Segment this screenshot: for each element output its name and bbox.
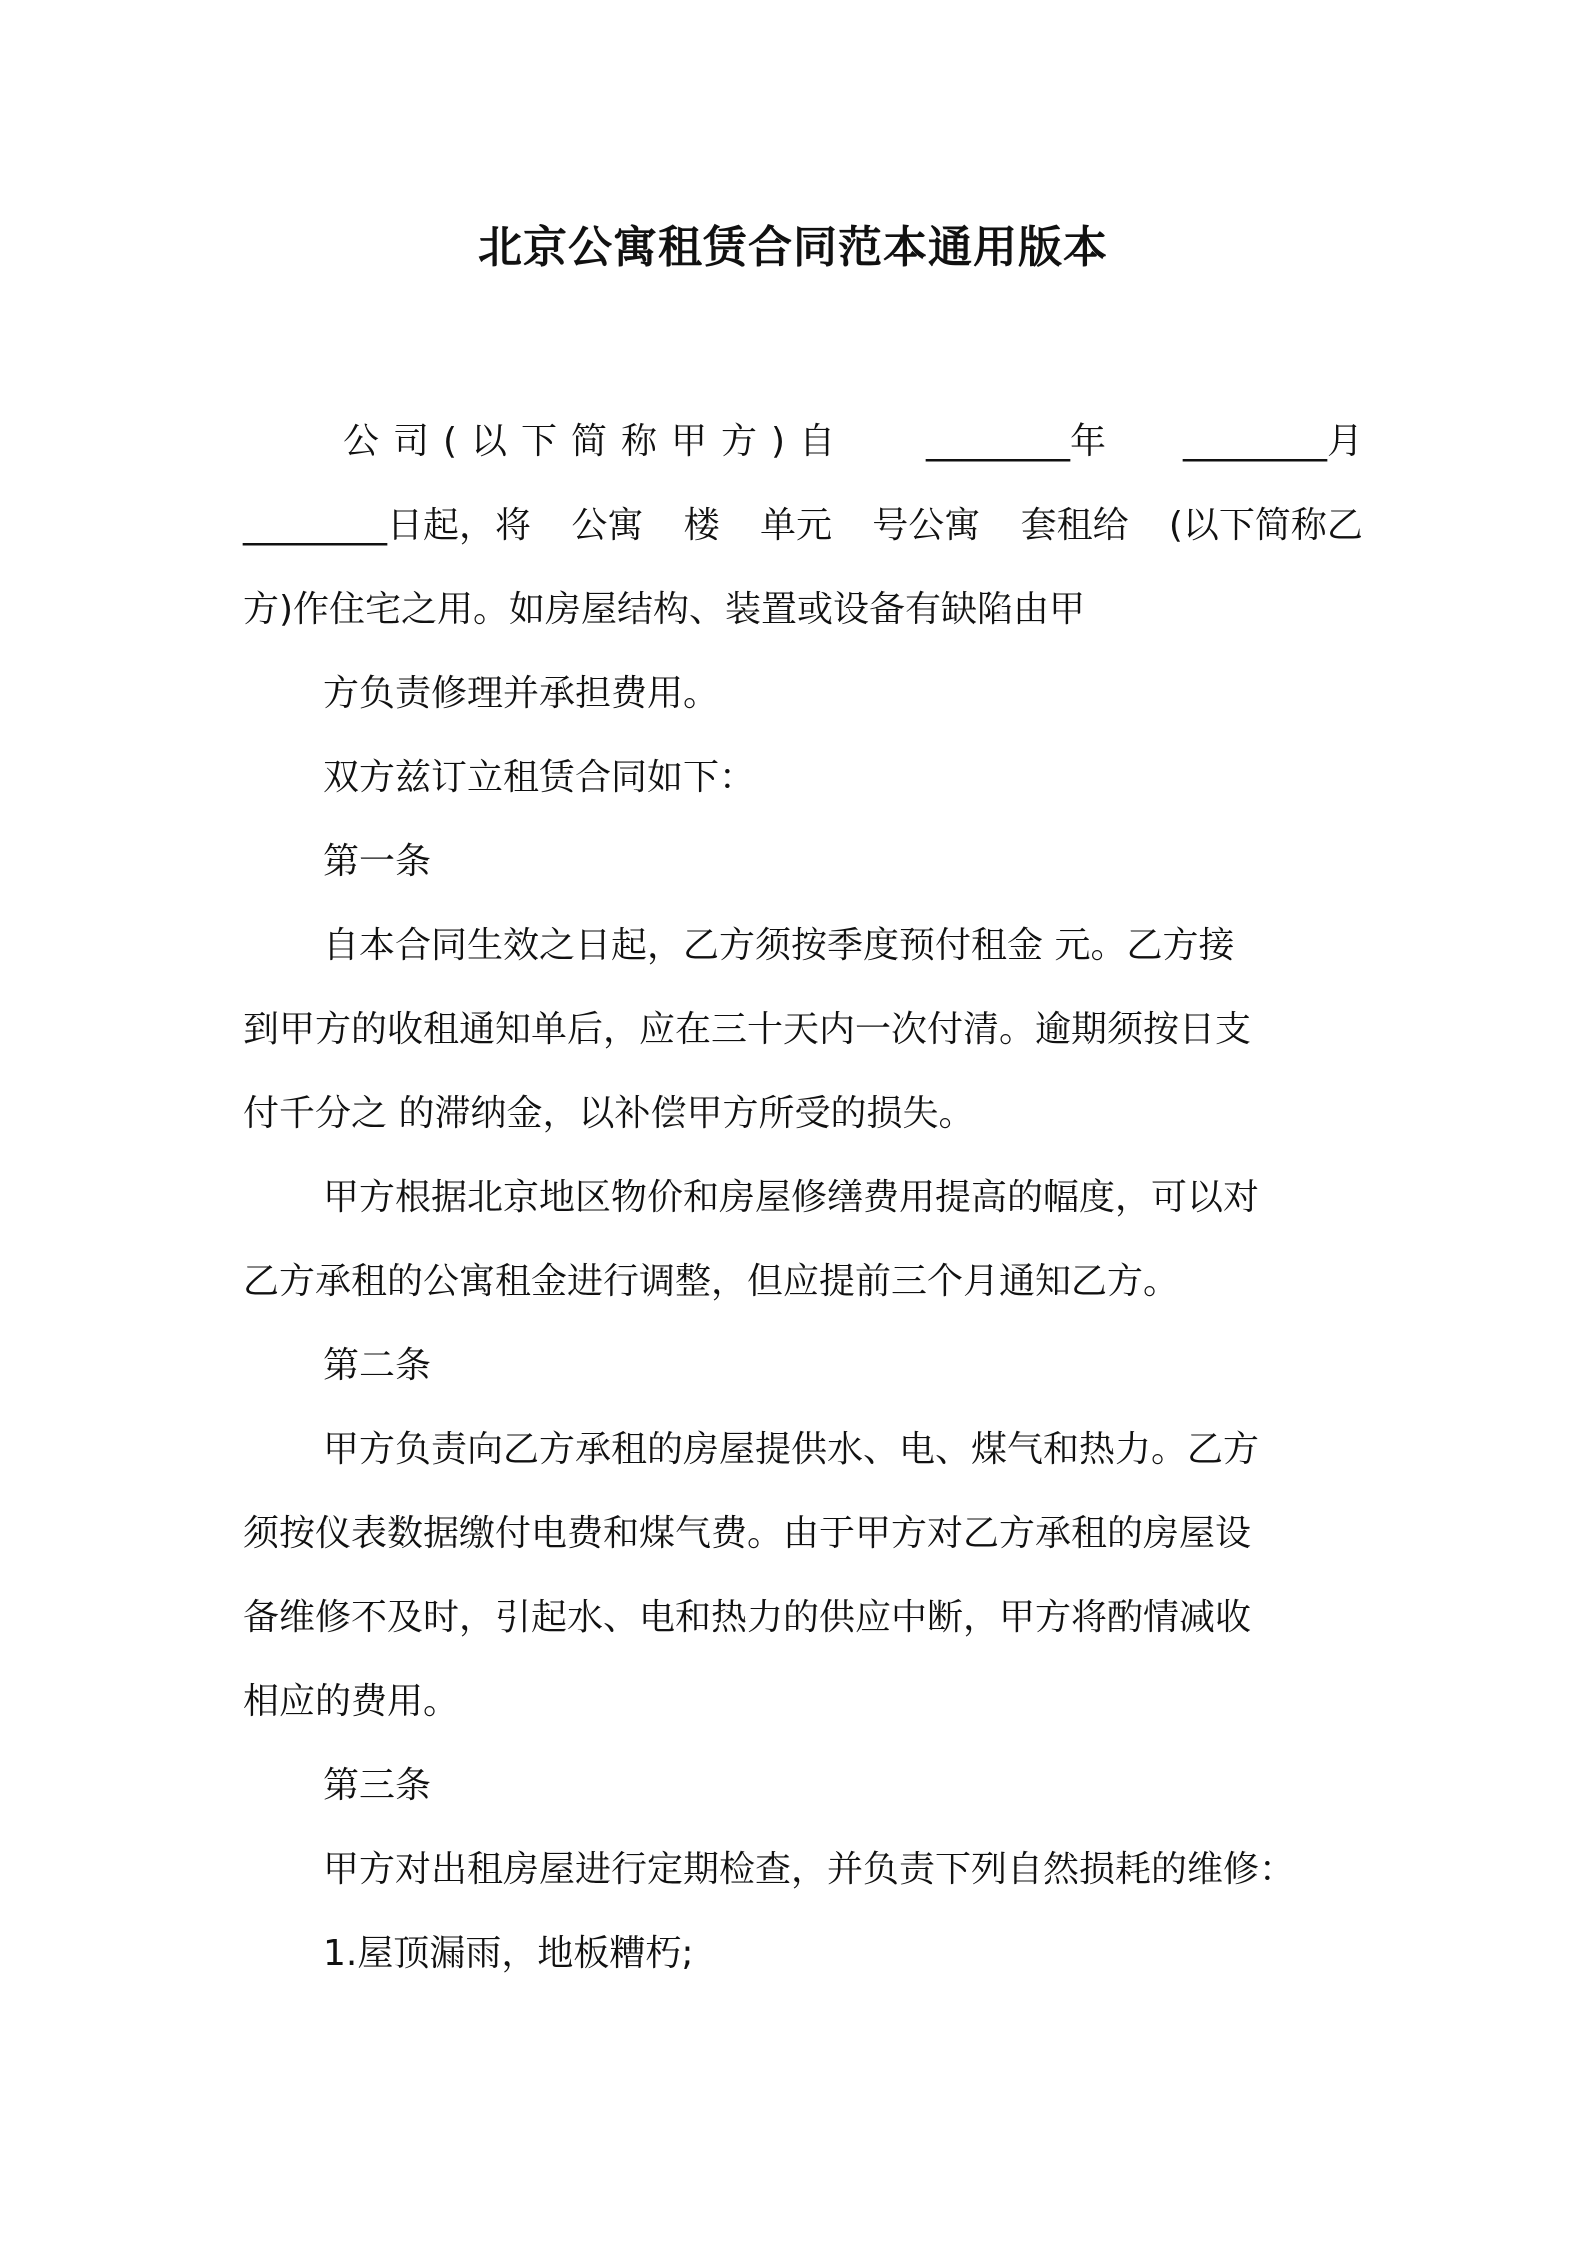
paragraph-line: 自本合同生效之日起，乙方须按季度预付租金 元。乙方接 [323,925,1235,966]
paragraph-line: 到甲方的收租通知单后，应在三十天内一次付清。逾期须按日支 [243,1009,1252,1050]
paragraph-line: 方负责修理并承担费用。 [323,673,720,714]
article-heading: 第一条 [323,841,432,882]
document-body [243,400,1363,1996]
line-segment: 单元 [759,505,832,546]
month-blank: ________月 [1182,421,1363,462]
line-segment: 套租给 [1020,505,1129,546]
line-segment: 公寓 [571,505,644,546]
paragraph-line: 甲方对出租房屋进行定期检查，并负责下列自然损耗的维修： [323,1849,1296,1890]
paragraph-line: 双方兹订立租赁合同如下： [323,757,756,798]
line-segment: 楼 [683,505,720,546]
document-title: 北京公寓租赁合同范本通用版本 [478,222,1108,273]
paragraph-line: 须按仪表数据缴付电费和煤气费。由于甲方对乙方承租的房屋设 [243,1513,1252,1554]
paragraph-line: 付千分之 的滞纳金，以补偿甲方所受的损失。 [243,1093,975,1134]
list-item: 1.屋顶漏雨，地板糟朽; [323,1933,694,1974]
line-segment: 公司(以下简称甲方)自 [343,421,850,462]
line-segment: 号公寓 [872,505,981,546]
paragraph-line: 甲方负责向乙方承租的房屋提供水、电、煤气和热力。乙方 [323,1429,1260,1470]
paragraph-line: 乙方承租的公寓租金进行调整，但应提前三个月通知乙方。 [243,1261,1180,1302]
paragraph-line: 相应的费用。 [243,1681,460,1722]
line-segment: (以下简称乙 [1168,505,1363,546]
paragraph-line [243,400,1363,484]
year-blank: ________年 [926,421,1107,462]
paragraph-line: 甲方根据北京地区物价和房屋修缮费用提高的幅度，可以对 [323,1177,1260,1218]
article-heading: 第二条 [323,1345,432,1386]
day-blank: ________日起，将 [243,505,532,546]
paragraph-line: 备维修不及时，引起水、电和热力的供应中断，甲方将酌情减收 [243,1597,1252,1638]
article-heading: 第三条 [323,1765,432,1806]
paragraph-line [243,484,1363,568]
paragraph-line: 方)作住宅之用。如房屋结构、装置或设备有缺陷由甲 [243,589,1086,630]
